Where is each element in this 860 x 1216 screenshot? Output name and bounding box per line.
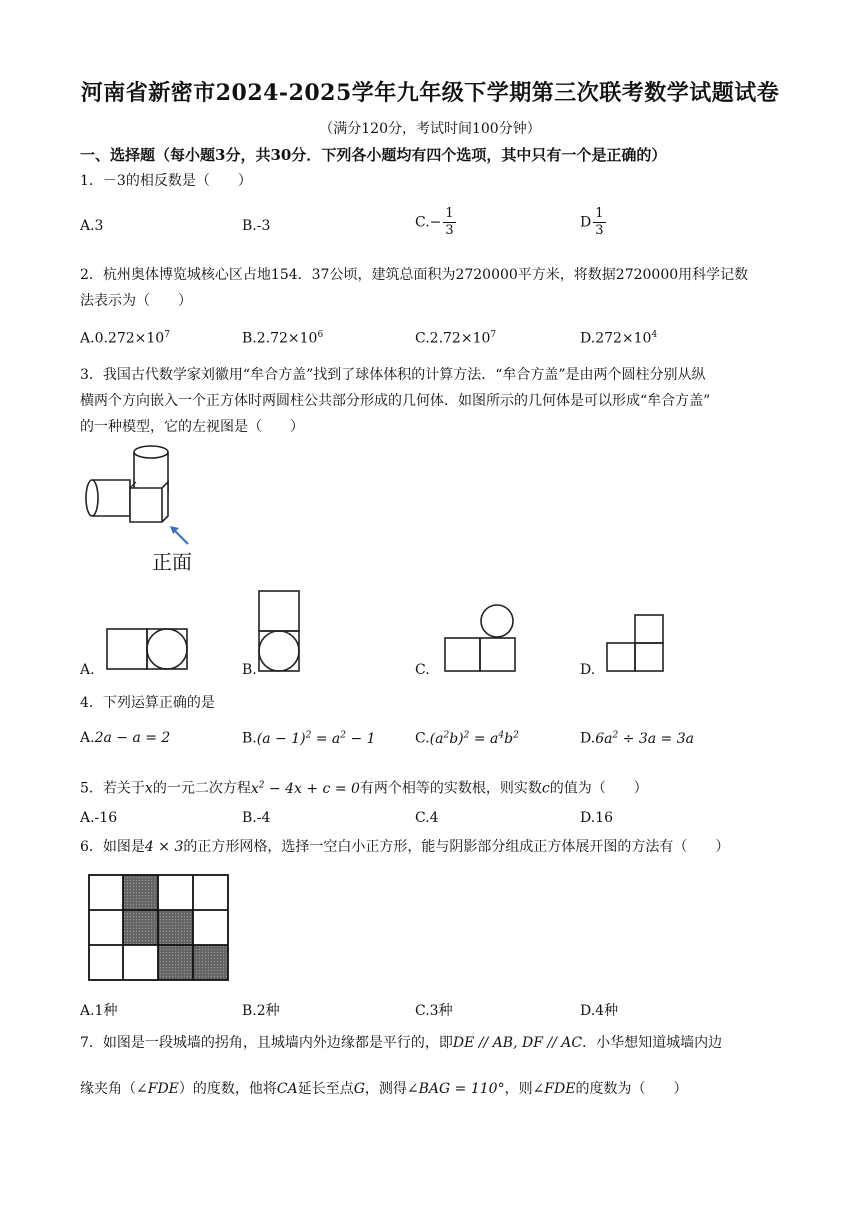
q2-b-exp: 6 bbox=[317, 330, 324, 340]
q5-eq-x: x bbox=[250, 780, 259, 797]
q5-end: 的值为（ ） bbox=[549, 780, 648, 797]
q5-eq-rest: − 4x + c = 0 bbox=[264, 780, 360, 797]
q4-c-b2: b bbox=[504, 730, 514, 747]
q6-post: 的正方形网格，选择一空白小正方形，能与阴影部分组成正方体展开图的方法有（ ） bbox=[183, 839, 730, 855]
q6-option-d: D.4种 bbox=[580, 1003, 619, 1019]
q4-c-e3: 4 bbox=[498, 730, 505, 740]
q5-option-d: D.16 bbox=[580, 810, 613, 826]
q3-option-c: C. bbox=[415, 662, 430, 678]
q2-stem-line1: 2．杭州奥体博览城核心区占地154．37公顷，建筑总面积为2720000平方米，将数据2720000用科学记数 bbox=[80, 267, 749, 283]
q4-stem: 4．下列运算正确的是 bbox=[80, 695, 215, 711]
q2-stem-line2: 法表示为（ ） bbox=[80, 293, 192, 309]
q4-b-label: B. bbox=[242, 730, 257, 747]
q1-option-b: B.-3 bbox=[242, 218, 271, 234]
q3-option-b-figure bbox=[258, 590, 300, 672]
q4-c-left: (a bbox=[429, 730, 444, 747]
q3-option-a: A. bbox=[80, 662, 95, 678]
q4-d-right: ÷ 3a = 3a bbox=[618, 730, 694, 747]
q7-l2-mid2: 延长至点 bbox=[297, 1081, 354, 1097]
q3-option-d-figure bbox=[606, 614, 664, 672]
q2-a-exp: 7 bbox=[164, 330, 170, 340]
q7-l2-mid4: ，则 bbox=[504, 1081, 533, 1097]
q4-d-e1: 2 bbox=[612, 730, 619, 740]
q6-option-a: A.1种 bbox=[80, 1003, 118, 1019]
q7-line1-post: ．小华想知道城墙内边 bbox=[582, 1035, 723, 1051]
q7-l2-pre: 缘夹角（ bbox=[80, 1081, 136, 1097]
q6-option-c: C.3种 bbox=[415, 1003, 453, 1019]
q1-c-num: 1 bbox=[445, 206, 454, 221]
q3-option-b: B. bbox=[242, 662, 257, 678]
q3-option-c-figure bbox=[444, 604, 516, 672]
q7-angle-fde: ∠FDE bbox=[136, 1081, 179, 1097]
q3-solid-figure bbox=[80, 440, 220, 575]
q6-option-b: B.2种 bbox=[242, 1003, 280, 1019]
q3-option-d: D. bbox=[580, 662, 596, 678]
q3-stem-line2: 横两个方向嵌入一个正方体时两圆柱公共部分形成的几何体．如图所示的几何体是可以形成“牟合方盖” bbox=[80, 393, 711, 409]
q2-c-exp: 7 bbox=[490, 330, 497, 340]
q4-c-mid: = a bbox=[469, 730, 499, 747]
q1-option-d bbox=[580, 206, 606, 239]
q7-angle-bag: ∠BAG = 110° bbox=[406, 1081, 505, 1097]
q4-c-e2: 2 bbox=[463, 730, 470, 740]
q5-c: c bbox=[541, 780, 550, 797]
q3-option-a-figure bbox=[106, 628, 188, 670]
q5-option-c: C.4 bbox=[415, 810, 439, 826]
q2-option-a bbox=[80, 330, 170, 347]
q7-l2-mid: ）的度数，他将 bbox=[178, 1081, 277, 1097]
q5-option-b: B.-4 bbox=[242, 810, 271, 826]
q1-c-fraction bbox=[443, 206, 455, 239]
q4-b-mid: = a bbox=[311, 730, 341, 747]
q2-b-label: B. bbox=[242, 330, 257, 347]
q4-option-b bbox=[242, 730, 376, 747]
q4-d-left: 6a bbox=[595, 730, 613, 747]
q4-b-exp1: 2 bbox=[305, 730, 312, 740]
q5-post: 有两个相等的实数根，则实数 bbox=[359, 780, 542, 797]
q7-stem-line1 bbox=[80, 1032, 790, 1054]
q4-a-expr: 2a − a = 2 bbox=[94, 730, 171, 746]
q1-d-prefix: D bbox=[580, 214, 592, 231]
q2-b-base: 2.72×10 bbox=[256, 330, 318, 347]
q5-eq-exp: 2 bbox=[258, 780, 265, 790]
q2-option-d bbox=[580, 330, 657, 347]
q5-option-a: A.-16 bbox=[80, 810, 118, 826]
q7-l2-end: 的度数为（ ） bbox=[575, 1081, 688, 1097]
q1-option-a: A.3 bbox=[80, 218, 104, 234]
q4-option-d bbox=[580, 730, 694, 747]
q1-stem: 1．－3的相反数是（ ） bbox=[80, 173, 252, 189]
q7-stem-line2 bbox=[80, 1078, 790, 1100]
q2-c-label: C. bbox=[415, 330, 430, 347]
q7-line1-pre: 7．如图是一段城墙的拐角，且城墙内外边缘都是平行的，即 bbox=[80, 1035, 453, 1051]
q4-b-left: (a − 1) bbox=[256, 730, 306, 747]
q2-a-base: 0.272×10 bbox=[94, 330, 165, 347]
q1-d-den: 3 bbox=[595, 223, 604, 238]
q2-c-base: 2.72×10 bbox=[429, 330, 491, 347]
q2-option-b bbox=[242, 330, 323, 347]
q5-mid: 的一元二次方程 bbox=[152, 780, 251, 797]
q4-d-label: D. bbox=[580, 730, 596, 747]
q2-option-c bbox=[415, 330, 496, 347]
q7-parallel: DE // AB, DF // AC bbox=[452, 1035, 583, 1051]
q3-front-label: 正面 bbox=[152, 550, 192, 574]
q4-b-right: − 1 bbox=[346, 730, 376, 747]
q5-pre: 5．若关于 bbox=[80, 780, 145, 797]
q6-pre: 6．如图是 bbox=[80, 839, 145, 855]
q2-a-label: A. bbox=[80, 330, 95, 347]
q7-l2-mid3: ，测得 bbox=[364, 1081, 407, 1097]
q7-ca: CA bbox=[276, 1081, 298, 1097]
q4-a-label: A. bbox=[80, 730, 95, 746]
q4-c-b: b) bbox=[449, 730, 464, 747]
q6-grid-size: 4 × 3 bbox=[144, 839, 184, 855]
q4-c-e1: 2 bbox=[443, 730, 450, 740]
q7-angle-fde-2: ∠FDE bbox=[532, 1081, 576, 1097]
page-title: 河南省新密市2024-2025学年九年级下学期第三次联考数学试题试卷 bbox=[80, 80, 780, 106]
q1-c-den: 3 bbox=[445, 223, 454, 238]
q4-c-e4: 2 bbox=[513, 730, 519, 740]
q1-d-fraction bbox=[593, 206, 605, 239]
q4-c-label: C. bbox=[415, 730, 430, 747]
q4-option-c bbox=[415, 730, 519, 747]
q5-stem bbox=[80, 774, 790, 800]
q1-c-prefix: C.− bbox=[415, 214, 442, 231]
q6-grid-figure bbox=[88, 874, 230, 982]
q2-d-exp: 4 bbox=[651, 330, 658, 340]
q5-x: x bbox=[144, 780, 153, 797]
q1-option-c bbox=[415, 206, 456, 239]
q3-stem-line1: 3．我国古代数学家刘徽用“牟合方盖”找到了球体体积的计算方法．“牟合方盖”是由两个圆柱分别从纵 bbox=[80, 367, 706, 383]
q1-d-num: 1 bbox=[595, 206, 604, 221]
q7-g: G bbox=[353, 1081, 365, 1097]
q4-b-exp2: 2 bbox=[340, 730, 347, 740]
exam-subtitle: （满分120分，考试时间100分钟） bbox=[319, 121, 541, 137]
q2-d-base: 272×10 bbox=[595, 330, 652, 347]
q6-stem bbox=[80, 836, 790, 858]
q2-d-label: D. bbox=[580, 330, 596, 347]
section-heading: 一、选择题（每小题3分，共30分．下列各小题均有四个选项，其中只有一个是正确的） bbox=[80, 146, 667, 164]
q3-stem-line3: 的一种模型，它的左视图是（ ） bbox=[80, 419, 304, 435]
q4-option-a bbox=[80, 730, 170, 746]
